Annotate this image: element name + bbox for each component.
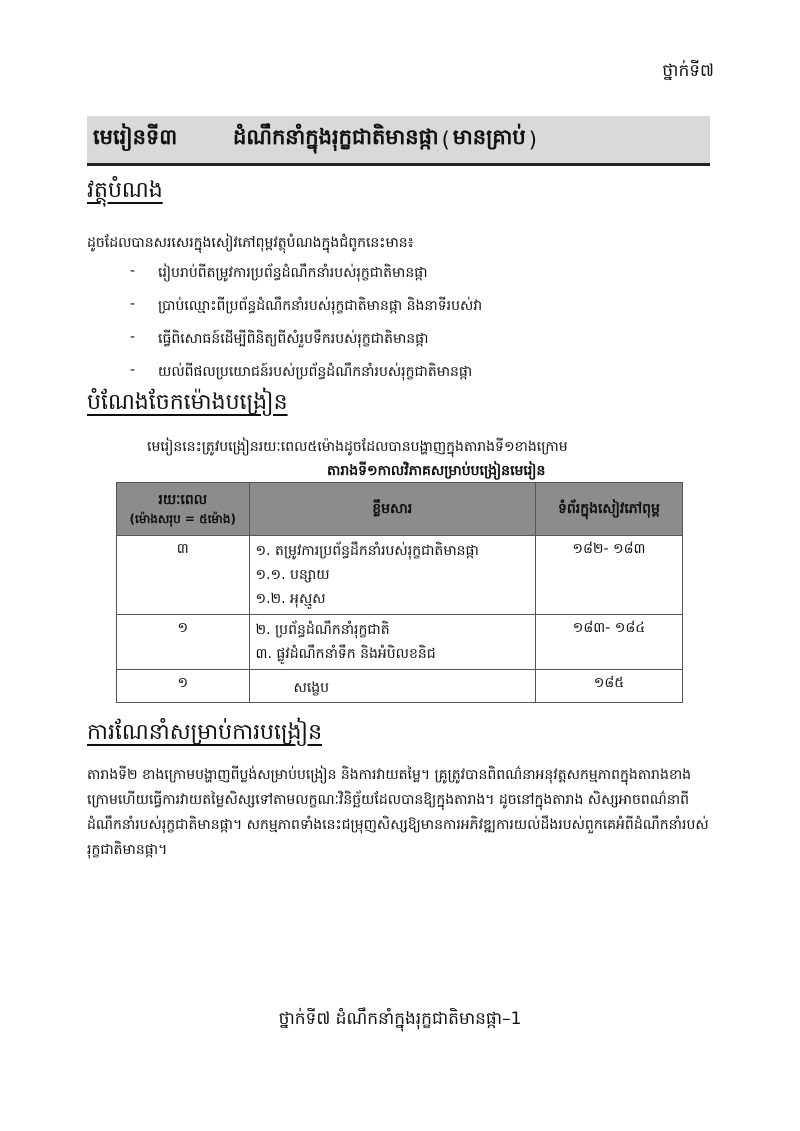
list-item: - រៀបរាប់ពីតម្រូវការប្រព័ន្ធដំណឹកនាំរបស់រុក្ខជាតិមានផ្កា <box>130 263 482 296</box>
duration-header-sub: (ម៉ោងសរុប = ៥ម៉ោង) <box>129 511 236 526</box>
lesson-number: មេរៀនទី៣ <box>93 125 178 149</box>
pages-cell: ១៨២- ១៨៣ <box>535 536 682 615</box>
content-line: ១.២. អុស្មូស <box>255 591 326 607</box>
objective-text: ប្រាប់ឈ្មោះពីប្រព័ន្ធដំណឹកនាំរបស់រុក្ខជាតិមានផ្កា និងនាទីរបស់វា <box>158 298 483 314</box>
pages-cell: ១៨៣- ១៨៤ <box>535 615 682 670</box>
column-header-content: ខ្លឹមសារ <box>249 483 535 536</box>
schedule-table <box>116 482 683 703</box>
page-footer: ថ្នាក់ទី៧ ដំណឹកនាំក្នុងរុក្ខជាតិមានផ្កា–1 <box>278 1009 522 1029</box>
content-cell: សង្ខេប <box>249 670 535 703</box>
close-paren: ) <box>528 127 537 152</box>
guide-heading: ការណែនាំសម្រាប់ការបង្រៀន <box>87 720 323 745</box>
list-item: - ធ្វើពិសោធន៍ដើម្បីពិនិត្យពីសំរួបទឹករបស់រុក្ខជាតិមានផ្កា <box>130 329 482 362</box>
hours-cell: ៣ <box>117 536 250 615</box>
pages-cell: ១៨៥ <box>535 670 682 703</box>
objective-text: ធ្វើពិសោធន៍ដើម្បីពិនិត្យពីសំរួបទឹករបស់រុក្ខជាតិមានផ្កា <box>158 331 429 347</box>
page-grade-label: ថ្នាក់ទី៧ <box>662 61 714 81</box>
hours-heading: បំណែងចែកម៉ោងបង្រៀន <box>87 390 288 415</box>
guide-paragraph: តារាងទី២ ខាងក្រោមបង្ហាញពីប្លង់សម្រាប់បង្រៀន និងការវាយតម្លៃ។ គ្រូត្រូវបានពិពណ៌នាអនុវត្តសកម្មភាពក្នុងតារាងខាងក្រោមហើយធ្វើការវាយតម្លៃសិស្សទៅតាមលក្ខណៈវិនិច្ឆ័យដែលបានឱ្យក្នុងតារាង។ ដូចនៅក្នុងតារាង សិស្សអាចពណ៌នាពីដំណឹកនាំរបស់រុក្ខជាតិមានផ្កា។ សកម្មភាពទាំងនេះជម្រុញសិស្សឱ្យមានការអភិវឌ្ឍការយល់ដឹងរបស់ពួកគេអំពីដំណឹកនាំរបស់រុក្ខជាតិមានផ្កា។ <box>87 767 709 858</box>
content-cell <box>249 536 535 615</box>
table-row <box>117 615 683 670</box>
objectives-intro: ដូចដែលបានសរសេរក្នុងសៀវភៅពុម្ពវត្ថុបំណងក្នុងជំពូកនេះមាន៖ <box>87 235 414 251</box>
content-cell <box>249 615 535 670</box>
lesson-title-bar <box>87 116 710 166</box>
table-header-row <box>117 483 683 536</box>
duration-header-text: រយៈពេល <box>158 491 208 508</box>
hours-cell: ១ <box>117 670 250 703</box>
content-line: ១. តម្រូវការប្រព័ន្ធដឹកនាំរបស់រុក្ខជាតិមានផ្កា <box>255 543 479 559</box>
objectives-list <box>130 263 482 395</box>
table-row <box>117 670 683 703</box>
content-line: ៣. ផ្លូវដំណឹកនាំទឹក និងអំបិលខនិជ <box>255 646 436 662</box>
list-item: - យល់ពីផលប្រយោជន៍របស់ប្រព័ន្ធដំណឹកនាំរបស់រុក្ខជាតិមានផ្កា <box>130 362 482 395</box>
objectives-heading: វត្ថុបំណង <box>87 178 163 203</box>
content-line: ១.១. បន្សាយ <box>255 567 330 583</box>
lesson-subtopic: មានគ្រាប់ <box>452 125 526 149</box>
column-header-pages: ទំព័រក្នុងសៀវភៅពុម្ព <box>535 483 682 536</box>
list-item: - ប្រាប់ឈ្មោះពីប្រព័ន្ធដំណឹកនាំរបស់រុក្ខជាតិមានផ្កា និងនាទីរបស់វា <box>130 296 482 329</box>
content-line: ២. ប្រព័ន្ធដំណឹកនាំរុក្ខជាតិ <box>255 622 390 638</box>
open-paren: ( <box>441 127 450 152</box>
column-header-duration <box>117 483 250 536</box>
hours-intro: មេរៀននេះត្រូវបង្រៀនរយៈពេល៥ម៉ោងដូចដែលបានបង្ហាញក្នុងតារាងទី១ខាងក្រោម <box>147 439 568 455</box>
objective-text: រៀបរាប់ពីតម្រូវការប្រព័ន្ធដំណឹកនាំរបស់រុក្ខជាតិមានផ្កា <box>158 265 428 281</box>
table-caption: តារាងទី១កាលវិភាគសម្រាប់បង្រៀនមេរៀន <box>327 463 546 479</box>
lesson-topic: ដំណឹកនាំក្នុងរុក្ខជាតិមានផ្កា <box>233 125 439 149</box>
objective-text: យល់ពីផលប្រយោជន៍របស់ប្រព័ន្ធដំណឹកនាំរបស់រុក្ខជាតិមានផ្កា <box>158 364 473 380</box>
hours-cell: ១ <box>117 615 250 670</box>
table-row <box>117 536 683 615</box>
